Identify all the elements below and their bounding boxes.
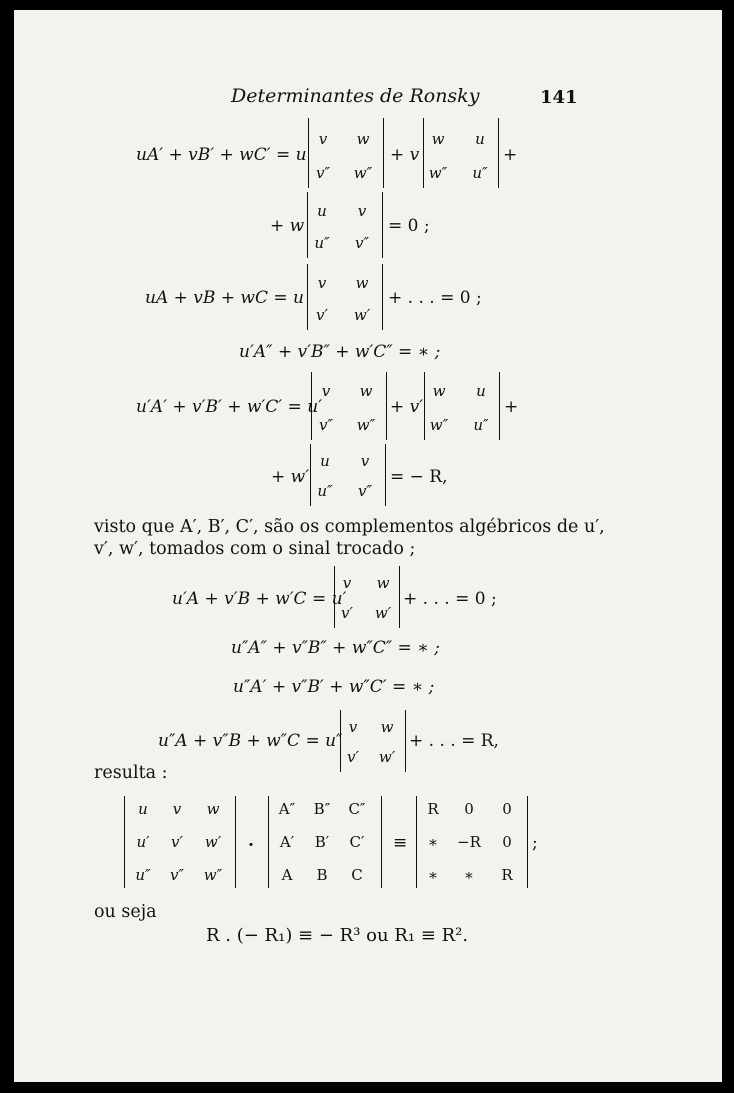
det-cell: u xyxy=(320,452,330,470)
m1-cell: v xyxy=(172,800,182,818)
page-number: 141 xyxy=(540,87,578,108)
m3-cell: R xyxy=(427,800,439,818)
eq6-det xyxy=(310,444,386,506)
m3-cell: ∗ xyxy=(427,866,439,884)
final-equation: R . (− R₁) ≡ − R³ ou R₁ ≡ R². xyxy=(206,925,469,946)
m1-cell: w xyxy=(206,800,220,818)
eq5-det2 xyxy=(424,372,500,440)
m1-cell: w″ xyxy=(203,866,223,884)
matrix-1 xyxy=(124,796,236,888)
det-cell: u xyxy=(317,202,327,220)
eq2-det xyxy=(307,192,383,258)
det-cell: u″ xyxy=(472,164,488,182)
eq10-det xyxy=(340,710,406,772)
m2-cell: A′ xyxy=(279,833,295,851)
det-cell: w xyxy=(431,130,445,148)
m3-cell: 0 xyxy=(502,800,512,818)
det-cell: u xyxy=(476,382,486,400)
resulta-label: resulta : xyxy=(94,763,168,783)
det-cell: u″ xyxy=(314,234,330,252)
m2-cell: B″ xyxy=(313,800,331,818)
eq7-lhs: u′A + v′B + w′C = u′ xyxy=(172,589,347,609)
det-cell: w xyxy=(376,574,390,592)
det-cell: v″ xyxy=(354,234,370,252)
paragraph-line-2: v′, w′, tomados com o sinal trocado ; xyxy=(94,539,416,559)
det-cell: u″ xyxy=(317,482,333,500)
det-cell: v xyxy=(318,130,328,148)
eq1-lhs: uA′ + vB′ + wC′ = u xyxy=(136,145,307,165)
det-cell: w xyxy=(432,382,446,400)
eq1-det2 xyxy=(423,118,499,188)
m2-cell: C′ xyxy=(349,833,365,851)
det-cell: v xyxy=(360,452,370,470)
matrix-equiv: ≡ xyxy=(393,833,408,853)
eq9: u″A′ + v″B′ + w″C′ = ∗ ; xyxy=(233,677,435,697)
det-cell: v xyxy=(317,274,327,292)
eq8: u″A″ + v″B″ + w″C″ = ∗ ; xyxy=(231,638,440,658)
matrix-end: ; xyxy=(532,833,538,853)
det-cell: v″ xyxy=(315,164,331,182)
det-cell: w xyxy=(355,274,369,292)
det-cell: v xyxy=(348,718,358,736)
eq4: u′A″ + v′B″ + w′C″ = ∗ ; xyxy=(239,342,441,362)
matrix-2 xyxy=(268,796,382,888)
m3-cell: ∗ xyxy=(427,833,439,851)
det-cell: v′ xyxy=(316,306,328,324)
det-cell: v′ xyxy=(341,604,353,622)
eq2-lhs: + w xyxy=(270,216,305,236)
det-cell: w″ xyxy=(429,416,449,434)
det-cell: v′ xyxy=(347,748,359,766)
m1-cell: v″ xyxy=(169,866,185,884)
m2-cell: B xyxy=(316,866,328,884)
eq5-lhs: u′A′ + v′B′ + w′C′ = u′ xyxy=(136,397,323,417)
eq3-rhs: + . . . = 0 ; xyxy=(388,288,482,308)
m2-cell: B′ xyxy=(314,833,330,851)
eq5-plus-v: + v′ xyxy=(390,397,424,417)
det-cell: v″ xyxy=(357,482,373,500)
paragraph-line-1: visto que A′, B′, C′, são os complementos algébricos de u′, xyxy=(94,517,605,537)
det-cell: w″ xyxy=(356,416,376,434)
eq1-plus-end: + xyxy=(503,145,518,165)
det-cell: w′ xyxy=(374,604,392,622)
eq6-rhs: = − R, xyxy=(390,467,448,487)
det-cell: w xyxy=(359,382,373,400)
m3-cell: 0 xyxy=(502,833,512,851)
m1-cell: u″ xyxy=(135,866,151,884)
m1-cell: u′ xyxy=(136,833,150,851)
eq7-rhs: + . . . = 0 ; xyxy=(403,589,497,609)
m3-cell: R xyxy=(501,866,513,884)
det-cell: u xyxy=(475,130,485,148)
det-cell: v xyxy=(357,202,367,220)
det-cell: u″ xyxy=(473,416,489,434)
m2-cell: A xyxy=(281,866,293,884)
m2-cell: A″ xyxy=(278,800,296,818)
eq3-det xyxy=(307,264,383,330)
m2-cell: C xyxy=(351,866,363,884)
matrix-dot: . xyxy=(248,831,254,851)
eq3-lhs: uA + vB + wC = u xyxy=(145,288,304,308)
det-cell: w″ xyxy=(353,164,373,182)
m3-cell: 0 xyxy=(464,800,474,818)
eq1-det1 xyxy=(308,118,384,188)
det-cell: v xyxy=(342,574,352,592)
eq10-lhs: u″A + v″B + w″C = u″ xyxy=(158,731,343,751)
det-cell: v xyxy=(321,382,331,400)
m1-cell: w′ xyxy=(204,833,222,851)
eq10-rhs: + . . . = R, xyxy=(409,731,499,751)
running-title: Determinantes de Ronsky xyxy=(231,85,480,107)
det-cell: w′ xyxy=(378,748,396,766)
matrix-3 xyxy=(416,796,528,888)
det-cell: v″ xyxy=(318,416,334,434)
eq5-det1 xyxy=(311,372,387,440)
eq5-plus-end: + xyxy=(504,397,519,417)
m1-cell: u xyxy=(138,800,148,818)
det-cell: w xyxy=(380,718,394,736)
m3-cell: −R xyxy=(457,833,481,851)
det-cell: w xyxy=(356,130,370,148)
m2-cell: C″ xyxy=(348,800,366,818)
det-cell: w′ xyxy=(353,306,371,324)
m1-cell: v′ xyxy=(171,833,183,851)
eq2-rhs: = 0 ; xyxy=(388,216,430,236)
m3-cell: ∗ xyxy=(463,866,475,884)
eq7-det xyxy=(334,566,400,628)
eq1-plus-v: + v xyxy=(390,145,420,165)
eq6-lhs: + w′ xyxy=(271,467,310,487)
ou-seja-label: ou seja xyxy=(94,902,157,922)
det-cell: w″ xyxy=(428,164,448,182)
